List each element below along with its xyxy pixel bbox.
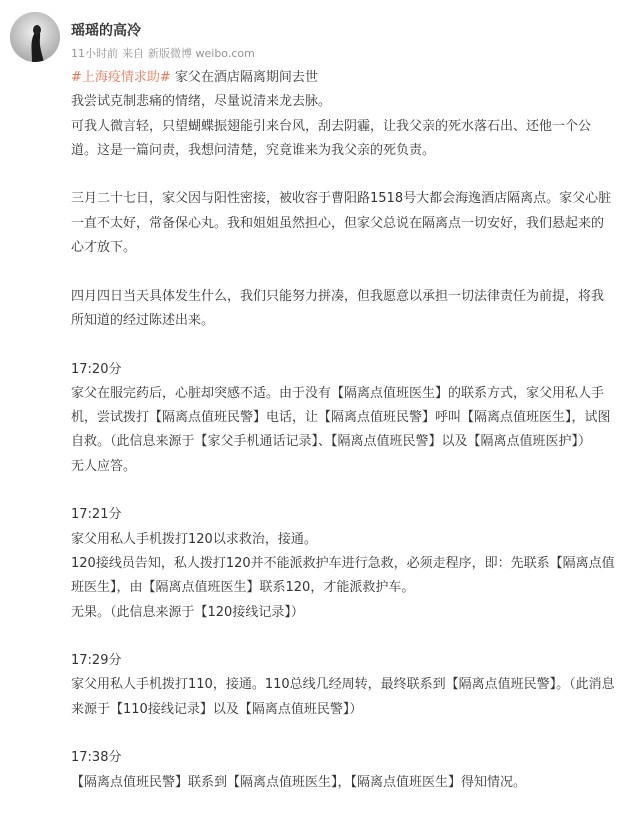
post-paragraph: 【隔离点值班民警】联系到【隔离点值班医生】，【隔离点值班医生】得知情况。 <box>71 774 527 790</box>
headline-text: 家父在酒店隔离期间去世 <box>170 70 318 85</box>
post-headline <box>71 66 616 90</box>
post-paragraph: 四月四日当天具体发生什么，我们只能努力拼凑，但我愿意以承担一切法律责任为前提，将我所知道的经过陈述出来。 <box>71 288 605 328</box>
post-content <box>71 66 616 795</box>
post-paragraph: 120接线员告知，私人拨打120并不能派救护车进行急救，必须走程序，即：先联系【隔离点值班医生】，由【隔离点值班医生】联系120，才能派救护车。 <box>71 555 615 596</box>
paragraph-gap <box>71 333 616 357</box>
hashtag-link[interactable]: #上海疫情求助# <box>71 70 171 85</box>
post-paragraph: 无果。（此信息来源于【120接线记录】） <box>71 604 304 620</box>
post-paragraph: 我尝试克制悲痛的情绪，尽量说清来龙去脉。 <box>71 94 332 110</box>
post-paragraph: 17:21分 <box>71 507 122 523</box>
post-paragraph: 可我人微言轻，只望蝴蝶振翅能引来台风，刮去阴霾，让我父亲的死水落石出、还他一个公道。这是一篇问责，我想问清楚，究竟谁来为我父亲的死负责。 <box>71 118 592 158</box>
post-paragraph: 家父用私人手机拨打120以求救治，接通。 <box>71 531 317 547</box>
post-paragraph: 17:38分 <box>71 750 122 766</box>
username[interactable]: 瑶瑶的高冷 <box>71 23 141 39</box>
paragraph-gap <box>71 625 616 649</box>
post-paragraph: 无人应答。 <box>71 458 137 474</box>
post-paragraph: 17:29分 <box>71 653 122 669</box>
post-source[interactable]: 新版微博 weibo.com <box>148 47 255 60</box>
post-paragraph: 家父用私人手机拨打110，接通。110总线几经周转，最终联系到【隔离点值班民警】。（此消息来源于【110接线记录】以及【隔离点值班民警】） <box>71 677 615 717</box>
post-time[interactable]: 11小时前 <box>71 47 118 60</box>
paragraph-gap <box>71 260 616 284</box>
post-paragraph: 三月二十七日，家父因与阳性密接，被收容于曹阳路1518号大都会海逸酒店隔离点。家父心脏一直不太好，常备保心丸。我和姐姐虽然担心，但家父总说在隔离点一切安好，我们悬起来的心才放下。 <box>71 191 612 256</box>
post-meta <box>71 47 259 61</box>
avatar[interactable] <box>10 12 60 62</box>
source-prefix: 来自 <box>122 47 144 60</box>
post-paragraph: 家父在服完药后，心脏却突感不适。由于没有【隔离点值班医生】的联系方式，家父用私人手机，尝试拨打【隔离点值班民警】电话，让【隔离点值班民警】呼叫【隔离点值班医生】，试图自救。（此信息来源于【家父手机通话记录】、【隔离点值班民警】以及【隔离点值班医护】） <box>71 385 611 450</box>
paragraph-gap <box>71 479 616 503</box>
post-paragraphs <box>71 90 616 795</box>
paragraph-gap <box>71 722 616 746</box>
paragraph-gap <box>71 163 616 187</box>
post-paragraph: 17:20分 <box>71 361 122 377</box>
